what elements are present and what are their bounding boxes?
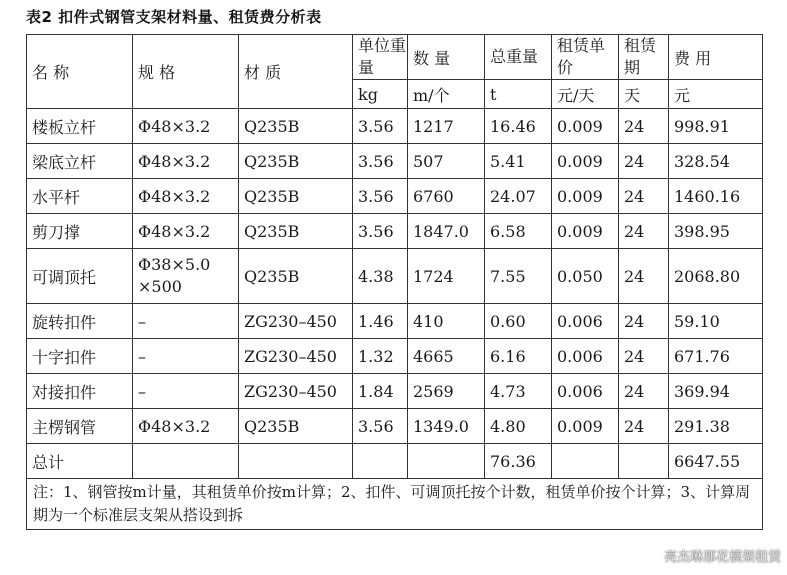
cell-quantity: 1217: [408, 109, 485, 144]
cell-material: ZG230–450: [239, 374, 353, 409]
cell-total-weight: 24.07: [485, 179, 552, 214]
total-material: [239, 444, 353, 479]
cell-total-weight: 0.60: [485, 304, 552, 339]
cell-rent-price: 0.009: [552, 109, 619, 144]
cell-rent-period: 24: [619, 249, 669, 304]
header-material: 材 质: [239, 35, 353, 109]
cell-name: 可调顶托: [27, 249, 133, 304]
cell-spec: –: [133, 374, 239, 409]
watermark: 亮杰琳那花模架租赁: [663, 550, 781, 565]
total-unit-weight: [353, 444, 408, 479]
cell-unit-weight: 3.56: [353, 144, 408, 179]
header-total-weight: 总重量: [485, 35, 552, 80]
cell-unit-weight: 4.38: [353, 249, 408, 304]
note-row: [27, 479, 763, 530]
cell-cost: 998.91: [669, 109, 763, 144]
header-rent-price: 租赁单价: [552, 35, 619, 80]
cell-quantity: 1724: [408, 249, 485, 304]
cell-material: ZG230–450: [239, 304, 353, 339]
cell-name: 对接扣件: [27, 374, 133, 409]
cell-rent-period: 24: [619, 339, 669, 374]
cell-material: Q235B: [239, 214, 353, 249]
cell-quantity: 1349.0: [408, 409, 485, 444]
cell-unit-weight: 3.56: [353, 179, 408, 214]
unit-cost: 元: [669, 80, 763, 109]
cell-spec: –: [133, 339, 239, 374]
cell-unit-weight: 1.46: [353, 304, 408, 339]
cell-quantity: 1847.0: [408, 214, 485, 249]
cell-rent-period: 24: [619, 374, 669, 409]
header-cost: 费 用: [669, 35, 763, 80]
cell-rent-price: 0.050: [552, 249, 619, 304]
cell-unit-weight: 1.84: [353, 374, 408, 409]
cell-unit-weight: 3.56: [353, 214, 408, 249]
table-row: [27, 144, 763, 179]
table-row: [27, 214, 763, 249]
cell-quantity: 4665: [408, 339, 485, 374]
header-unit-weight: 单位重量: [353, 35, 408, 80]
header-rent-period: 租赁期: [619, 35, 669, 80]
cell-unit-weight: 3.56: [353, 109, 408, 144]
cell-rent-period: 24: [619, 409, 669, 444]
total-total-weight: 76.36: [485, 444, 552, 479]
cell-total-weight: 7.55: [485, 249, 552, 304]
unit-unit-weight: kg: [353, 80, 408, 109]
cell-material: Q235B: [239, 144, 353, 179]
cell-total-weight: 16.46: [485, 109, 552, 144]
cell-spec: Φ48×3.2: [133, 409, 239, 444]
cell-material: Q235B: [239, 179, 353, 214]
cell-rent-period: 24: [619, 109, 669, 144]
total-quantity: [408, 444, 485, 479]
table-row: [27, 304, 763, 339]
cell-rent-period: 24: [619, 214, 669, 249]
table-row: [27, 249, 763, 304]
cell-material: ZG230–450: [239, 339, 353, 374]
cell-rent-price: 0.009: [552, 179, 619, 214]
total-row: [27, 444, 763, 479]
total-cost: 6647.55: [669, 444, 763, 479]
cell-rent-period: 24: [619, 144, 669, 179]
total-rent-period: [619, 444, 669, 479]
table-row: [27, 374, 763, 409]
cell-cost: 671.76: [669, 339, 763, 374]
cell-name: 主楞钢管: [27, 409, 133, 444]
cell-total-weight: 6.58: [485, 214, 552, 249]
cell-quantity: 6760: [408, 179, 485, 214]
cell-rent-price: 0.009: [552, 409, 619, 444]
total-name: 总计: [27, 444, 133, 479]
table-row: [27, 339, 763, 374]
cell-total-weight: 6.16: [485, 339, 552, 374]
cell-cost: 369.94: [669, 374, 763, 409]
cell-rent-price: 0.006: [552, 374, 619, 409]
header-quantity: 数 量: [408, 35, 485, 80]
cell-spec: Φ48×3.2: [133, 179, 239, 214]
cell-cost: 1460.16: [669, 179, 763, 214]
unit-rent-price: 元/天: [552, 80, 619, 109]
cell-rent-period: 24: [619, 304, 669, 339]
cell-cost: 291.38: [669, 409, 763, 444]
cell-spec: Φ48×3.2: [133, 214, 239, 249]
cell-material: Q235B: [239, 409, 353, 444]
cell-rent-period: 24: [619, 179, 669, 214]
cell-rent-price: 0.009: [552, 214, 619, 249]
cell-quantity: 2569: [408, 374, 485, 409]
cell-quantity: 410: [408, 304, 485, 339]
cell-name: 剪刀撑: [27, 214, 133, 249]
cell-spec: Φ48×3.2: [133, 144, 239, 179]
cell-name: 楼板立杆: [27, 109, 133, 144]
cell-rent-price: 0.006: [552, 304, 619, 339]
cell-total-weight: 5.41: [485, 144, 552, 179]
unit-quantity: m/个: [408, 80, 485, 109]
unit-total-weight: t: [485, 80, 552, 109]
cell-cost: 2068.80: [669, 249, 763, 304]
cell-material: Q235B: [239, 109, 353, 144]
cell-unit-weight: 3.56: [353, 409, 408, 444]
table-caption: 表2 扣件式钢管支架材料量、租赁费分析表: [26, 8, 322, 26]
cell-spec: Φ38×5.0 ×500: [133, 249, 239, 304]
table-note: 注：1、钢管按m计量，其租赁单价按m计算；2、扣件、可调顶托按个计数，租赁单价按个计算；3、计算周期为一个标准层支架从搭设到拆: [27, 479, 763, 530]
total-rent-price: [552, 444, 619, 479]
total-spec: [133, 444, 239, 479]
cell-rent-price: 0.006: [552, 339, 619, 374]
cell-quantity: 507: [408, 144, 485, 179]
cell-cost: 328.54: [669, 144, 763, 179]
cell-cost: 59.10: [669, 304, 763, 339]
cell-unit-weight: 1.32: [353, 339, 408, 374]
cell-name: 十字扣件: [27, 339, 133, 374]
table-row: [27, 179, 763, 214]
cell-name: 梁底立杆: [27, 144, 133, 179]
cell-spec: –: [133, 304, 239, 339]
table-row: [27, 409, 763, 444]
table-row: [27, 109, 763, 144]
header-name: 名 称: [27, 35, 133, 109]
material-cost-table: [26, 34, 763, 530]
cell-material: Q235B: [239, 249, 353, 304]
unit-rent-period: 天: [619, 80, 669, 109]
header-spec: 规 格: [133, 35, 239, 109]
cell-name: 旋转扣件: [27, 304, 133, 339]
cell-rent-price: 0.009: [552, 144, 619, 179]
cell-total-weight: 4.80: [485, 409, 552, 444]
cell-cost: 398.95: [669, 214, 763, 249]
cell-spec: Φ48×3.2: [133, 109, 239, 144]
header-row: [27, 35, 763, 80]
cell-name: 水平杆: [27, 179, 133, 214]
cell-total-weight: 4.73: [485, 374, 552, 409]
